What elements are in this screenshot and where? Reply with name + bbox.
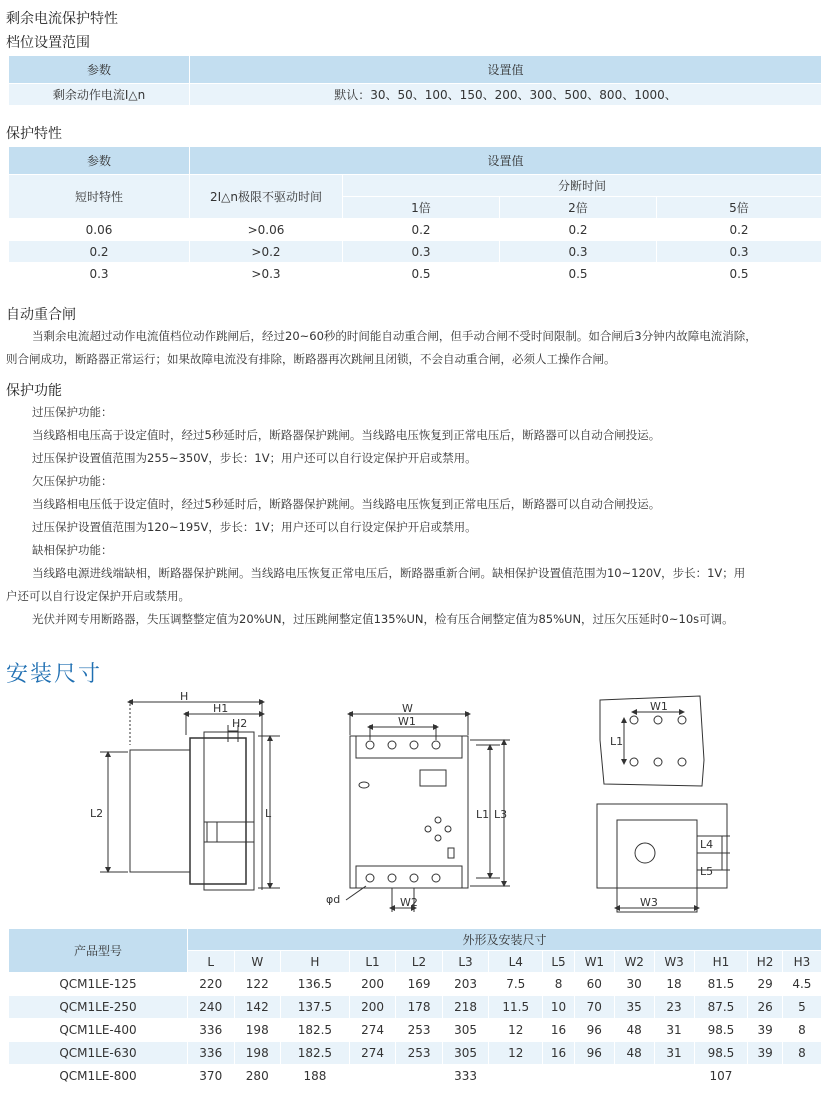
col-L1: L1 [349,951,396,973]
cell: 0.3 [657,241,822,263]
mult-5: 5倍 [657,197,822,219]
model-cell: QCM1LE-400 [9,1019,188,1042]
col-L5: L5 [543,951,575,973]
dim-cell: 31 [654,1042,694,1065]
dim-right-L1: L1 [610,735,624,748]
dim-L1: L1 [476,808,490,821]
dim-W3: W3 [640,896,658,909]
col-H: H [281,951,350,973]
dim-cell: 10 [543,996,575,1019]
dim-cell: 5 [782,996,821,1019]
dim-cell: 200 [349,996,396,1019]
cell: 0.2 [343,219,500,241]
section-subtitle-range: 档位设置范围 [6,35,90,51]
dim-cell: 218 [442,996,489,1019]
dim-cell [614,1065,654,1088]
dim-cell: 48 [614,1042,654,1065]
no-drive-label: 2I△n极限不驱动时间 [190,175,343,219]
dim-cell: 31 [654,1019,694,1042]
dim-cell: 220 [188,973,235,996]
text-line: 当线路相电压高于设定值时，经过5秒延时后，断路器保护跳闸。当线路电压恢复到正常电压后，断路器可以自动合闸投运。 [32,428,661,442]
cell: 0.5 [657,263,822,285]
cell: 0.2 [500,219,657,241]
col-W1: W1 [574,951,614,973]
table-row [9,241,822,263]
dim-cell: 142 [234,996,281,1019]
dim-H1: H1 [213,702,229,715]
col-H3: H3 [782,951,821,973]
dim-cell: 253 [396,1042,443,1065]
table-row [9,1065,822,1088]
dim-cell: 182.5 [281,1042,350,1065]
dim-L5: L5 [700,865,714,878]
dim-cell: 23 [654,996,694,1019]
dim-cell: 96 [574,1019,614,1042]
model-cell: QCM1LE-250 [9,996,188,1019]
dim-cell: 200 [349,973,396,996]
col-L3: L3 [442,951,489,973]
dim-L: L [265,807,272,820]
cell: >0.06 [190,219,343,241]
dim-cell: 370 [188,1065,235,1088]
dim-cell: 16 [543,1042,575,1065]
cell: 0.3 [500,241,657,263]
text-line: 则合闸成功，断路器正常运行；如果故障电流没有排除，断路器再次跳闸且闭锁，不会自动重合闸，必须人工操作合闸。 [6,352,616,366]
dim-cell: 182.5 [281,1019,350,1042]
dim-cell: 11.5 [489,996,543,1019]
side-view-drawing [100,700,280,890]
dim-cell: 240 [188,996,235,1019]
dim-L2: L2 [90,807,104,820]
dimension-drawings [0,686,829,918]
mult-1: 1倍 [343,197,500,219]
dim-cell: 122 [234,973,281,996]
cell: 0.5 [343,263,500,285]
dim-cell [574,1065,614,1088]
dim-cell: 60 [574,973,614,996]
row-value: 默认：30、50、100、150、200、300、500、800、1000、 [190,84,822,106]
table-row [9,1042,822,1065]
dim-W2: W2 [400,896,418,909]
dim-W: W [402,702,413,715]
protection-table [8,146,822,285]
dim-cell: 8 [782,1019,821,1042]
table-row [9,219,822,241]
dim-cell: 18 [654,973,694,996]
dim-cell: 39 [748,1019,782,1042]
section-title-reclose: 自动重合闸 [6,307,76,323]
dim-cell: 29 [748,973,782,996]
text-line: 过压保护设置值范围为255~350V，步长：1V；用户还可以自行设定保护开启或禁用。 [32,451,477,465]
dim-phid: φd [326,893,341,906]
hole-pattern-drawing [597,696,730,912]
dim-cell: 12 [489,1042,543,1065]
dim-cell: 280 [234,1065,281,1088]
text-line: 过压保护功能： [32,405,113,419]
col-L4: L4 [489,951,543,973]
cell: >0.3 [190,263,343,285]
dim-cell: 336 [188,1019,235,1042]
dim-W1: W1 [398,715,416,728]
dim-cell: 107 [694,1065,748,1088]
dim-cell: 70 [574,996,614,1019]
section-title-protection: 保护特性 [6,126,62,142]
dim-cell: 137.5 [281,996,350,1019]
dim-cell: 4.5 [782,973,821,996]
dim-cell: 178 [396,996,443,1019]
cell: 0.2 [657,219,822,241]
dim-cell: 8 [543,973,575,996]
dim-cell [543,1065,575,1088]
dim-cell: 274 [349,1042,396,1065]
dim-cell [349,1065,396,1088]
text-line: 当线路相电压低于设定值时，经过5秒延时后，断路器保护跳闸。当线路电压恢复到正常电压后，断路器可以自动合闸投运。 [32,497,661,511]
mult-2: 2倍 [500,197,657,219]
cell: 0.5 [500,263,657,285]
col-W2: W2 [614,951,654,973]
col-L2: L2 [396,951,443,973]
text-line: 当线路电源进线端缺相，断路器保护跳闸。当线路电压恢复正常电压后，断路器重新合闸。缺相保护设置值范围为10~120V，步长：1V；用 [32,566,746,580]
dim-cell: 39 [748,1042,782,1065]
dim-cell [654,1065,694,1088]
break-time-label: 分断时间 [343,175,822,197]
col-param: 参数 [9,147,190,175]
text-line: 当剩余电流超过动作电流值档位动作跳闸后，经过20~60秒的时间能自动重合闸，但手动合闸不受时间限制。如合闸后3分钟内故障电流消除， [32,329,757,343]
dimensions-table [8,928,822,1088]
dim-H2: H2 [232,717,248,730]
dim-cell: 30 [614,973,654,996]
col-H1: H1 [694,951,748,973]
cell: 0.3 [343,241,500,263]
table-row [9,996,822,1019]
text-line: 欠压保护功能： [32,474,113,488]
dim-cell: 12 [489,1019,543,1042]
dim-cell: 274 [349,1019,396,1042]
dim-cell: 7.5 [489,973,543,996]
table-row [9,263,822,285]
dim-cell: 198 [234,1042,281,1065]
dim-cell: 198 [234,1019,281,1042]
dim-H: H [180,690,189,703]
model-cell: QCM1LE-800 [9,1065,188,1088]
dim-cell: 16 [543,1019,575,1042]
dim-cell: 305 [442,1019,489,1042]
dim-cell: 48 [614,1019,654,1042]
row-label: 剩余动作电流I△n [9,84,190,106]
dim-cell: 136.5 [281,973,350,996]
text-line: 户还可以自行设定保护开启或禁用。 [6,589,190,603]
dim-cell: 305 [442,1042,489,1065]
functions-paragraph [6,401,826,631]
dim-cell: 336 [188,1042,235,1065]
dim-cell: 203 [442,973,489,996]
dim-L4: L4 [700,838,714,851]
cell: 0.3 [9,263,190,285]
setting-range-table [8,55,822,106]
dim-right-W1: W1 [650,700,668,713]
dim-L3: L3 [494,808,508,821]
col-W3: W3 [654,951,694,973]
model-cell: QCM1LE-125 [9,973,188,996]
dim-cell: 169 [396,973,443,996]
col-value: 设置值 [190,147,822,175]
dim-cell: 253 [396,1019,443,1042]
col-L: L [188,951,235,973]
dim-cell: 98.5 [694,1019,748,1042]
col-param: 参数 [9,56,190,84]
short-time-label: 短时特性 [9,175,190,219]
text-line: 光伏并网专用断路器，失压调整整定值为20%UN，过压跳闸整定值135%UN，检有压合闸整定值为85%UN，过压欠压延时0~10s可调。 [32,612,734,626]
col-dims: 外形及安装尺寸 [188,929,822,951]
col-model: 产品型号 [9,929,188,973]
table-row [9,973,822,996]
text-line: 过压保护设置值范围为120~195V，步长：1V；用户还可以自行设定保护开启或禁用。 [32,520,477,534]
dim-cell: 87.5 [694,996,748,1019]
dim-cell: 188 [281,1065,350,1088]
text-line: 缺相保护功能： [32,543,113,557]
section-title-functions: 保护功能 [6,383,62,399]
cell: >0.2 [190,241,343,263]
dim-cell: 96 [574,1042,614,1065]
install-title: 安装尺寸 [6,662,103,687]
dim-cell [748,1065,782,1088]
dim-cell: 81.5 [694,973,748,996]
col-H2: H2 [748,951,782,973]
col-W: W [234,951,281,973]
dim-cell [782,1065,821,1088]
dim-cell: 35 [614,996,654,1019]
dim-cell: 26 [748,996,782,1019]
dim-cell: 98.5 [694,1042,748,1065]
cell: 0.2 [9,241,190,263]
dim-cell [396,1065,443,1088]
dim-cell: 333 [442,1065,489,1088]
dim-cell [489,1065,543,1088]
model-cell: QCM1LE-630 [9,1042,188,1065]
section-title-residual: 剩余电流保护特性 [6,11,118,27]
reclose-paragraph [6,325,826,371]
table-row [9,1019,822,1042]
cell: 0.06 [9,219,190,241]
col-value: 设置值 [190,56,822,84]
dim-cell: 8 [782,1042,821,1065]
